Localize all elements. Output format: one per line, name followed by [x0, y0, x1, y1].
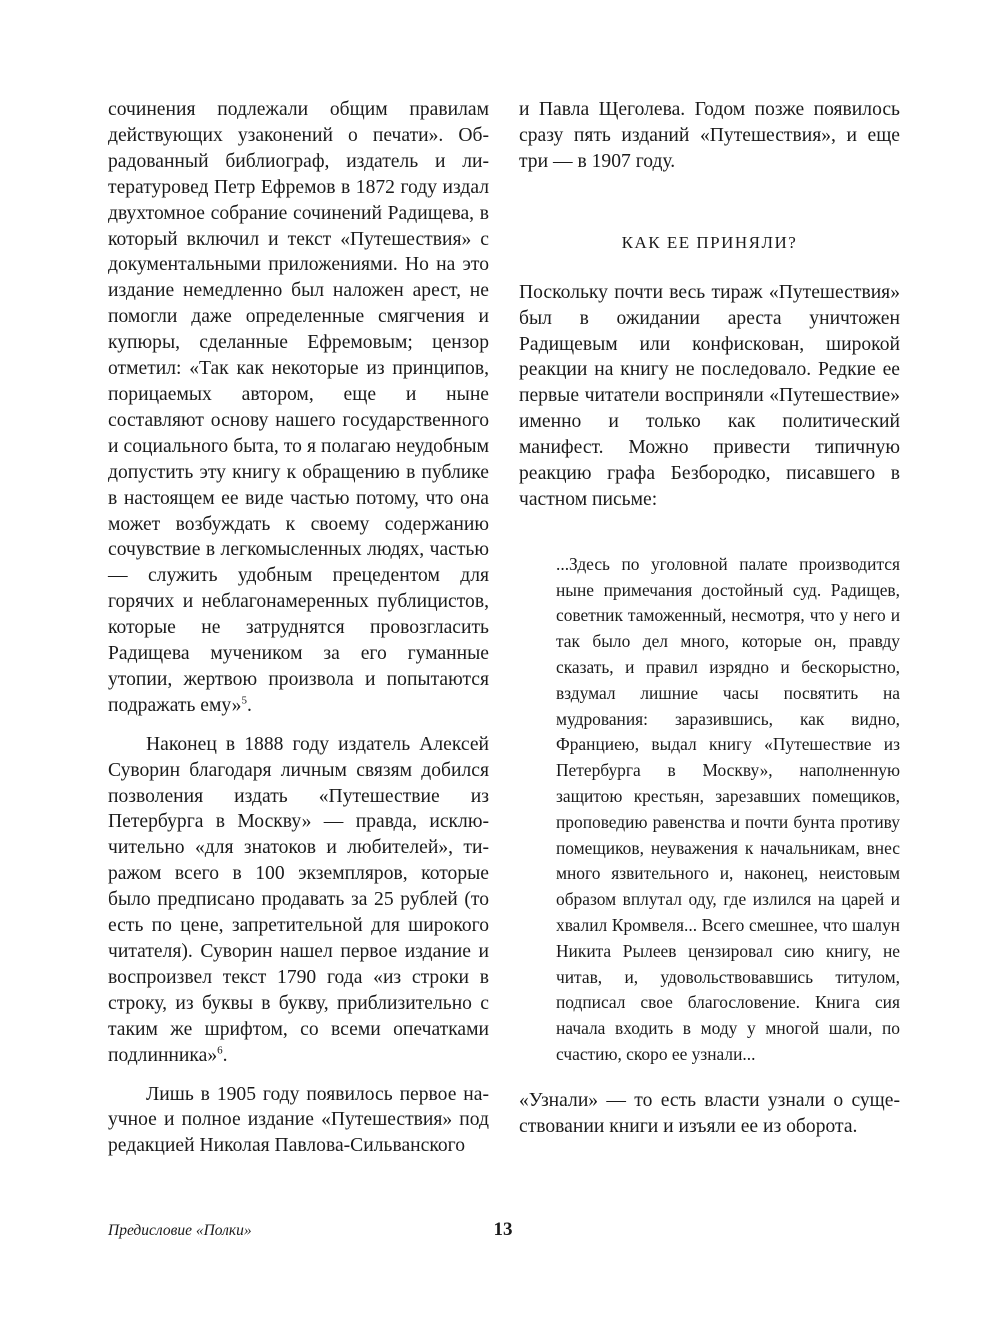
- paragraph: и Павла Щеголева. Годом позже появилось сразу пять изданий «Путешествия», и еще три — в 1907 году.: [519, 99, 900, 172]
- page-number: 13: [493, 1219, 513, 1240]
- paragraph: Лишь в 1905 году появилось первое научное и полное издание «Путешествия» под редакцией Николая Павлова-Сильванского: [108, 1083, 489, 1157]
- right-column: [519, 97, 900, 1140]
- paragraph-text: Наконец в 1888 году издатель Алексей Суворин благодаря личным связям добился позволения издать «Путешествие из Петербурга в Москву» — правда, исключительно «для знатоков и любителей», тиражом всего в 100 экземпляров, которые было предписано продавать за 25 рублей (то есть по цене, запретительной для широкого читателя). Суворин нашел первое издание и воспроизвел текст 1790 года «из строки в строку, из буквы в букву, приблизительно с таким же шрифтом, со всеми опечатками подлинника»: [108, 733, 489, 1066]
- footnote-marker[interactable]: 5: [241, 694, 247, 707]
- paragraph-text-end: .: [222, 1044, 228, 1066]
- paragraph: [108, 732, 489, 1069]
- paragraph-text: сочинения подлежали общим правилам действующих узаконений о печати». Обрадованный библиограф, издатель и литературовед Петр Ефремов в 1872 году издал двухтомное собрание сочинений Радищева, в который включил и текст «Путешествия» с документальными приложениями. Но на это издание немедленно был наложен арест, не помогли даже определенные смягчения и купюры, сделанные Ефремовым; цензор отметил: «Так как некоторые из принципов, порицаемых автором, еще и ныне составляют основу нашего государственного и социального быта, то я полагаю неудобным допустить эту книгу к обращению в публике в настоящем ее виде частью потому, что она может возбуждать к своему содержанию сочувствие в легкомысленных людях, частью — служить удобным прецедентом для горячих и неблагонамеренных публицистов, которые не затруднятся провозгласить Радищева мучеником за его гуманные утопии, жертвою произвола и попытаются подражать ему»: [108, 99, 489, 716]
- left-column: [108, 97, 489, 1159]
- section-heading: КАК ЕЕ ПРИНЯЛИ?: [621, 232, 798, 252]
- footnote-marker[interactable]: 6: [217, 1044, 223, 1057]
- paragraph-text-end: .: [246, 694, 252, 716]
- block-quote: ...Здесь по уголовной палате производится ныне примечания достойный суд. Радищев, советник таможенный, несмотря, что у него и так было дел много, которые он, правду сказать, и правил изрядно и бескорыстно, вздумал лишние часы посвятить на мудрования: заразившись, как видно, Франциею, выдал книгу «Путешествие из Петербурга в Москву», наполненную защитою крестьян, зарезавших помещиков, проповедию равенства и почти бунта противу помещиков, неуважения к начальникам, внес много язвительного и, наконец, неистовым образом вплутал оду, где излился на царей и хвалил Кромвеля... Всего смешнее, что шалун Никита Рылеев цензировал сию книгу, не читав, и, удовольствовавшись титулом, подписал свое благословение. Книга сия начала входить в моду у многой шали, по счастию, скоро ее узнали...: [556, 553, 900, 1065]
- running-footer-title: Предисловие «Полки»: [108, 1222, 252, 1239]
- paragraph: [108, 97, 489, 719]
- paragraph: «Узнали» — то есть власти узнали о существовании книги и изъяли ее из оборота.: [519, 1089, 900, 1137]
- paragraph: Поскольку почти весь тираж «Путешествия» был в ожидании ареста уничтожен Радищевым или конфискован, широкой реакции на книгу не последовало. Редкие ее первые читатели восприняли «Путешествие» именно и только как политический манифест. Можно привести типичную реакцию графа Безбородко, писавшего в частном письме:: [519, 281, 900, 510]
